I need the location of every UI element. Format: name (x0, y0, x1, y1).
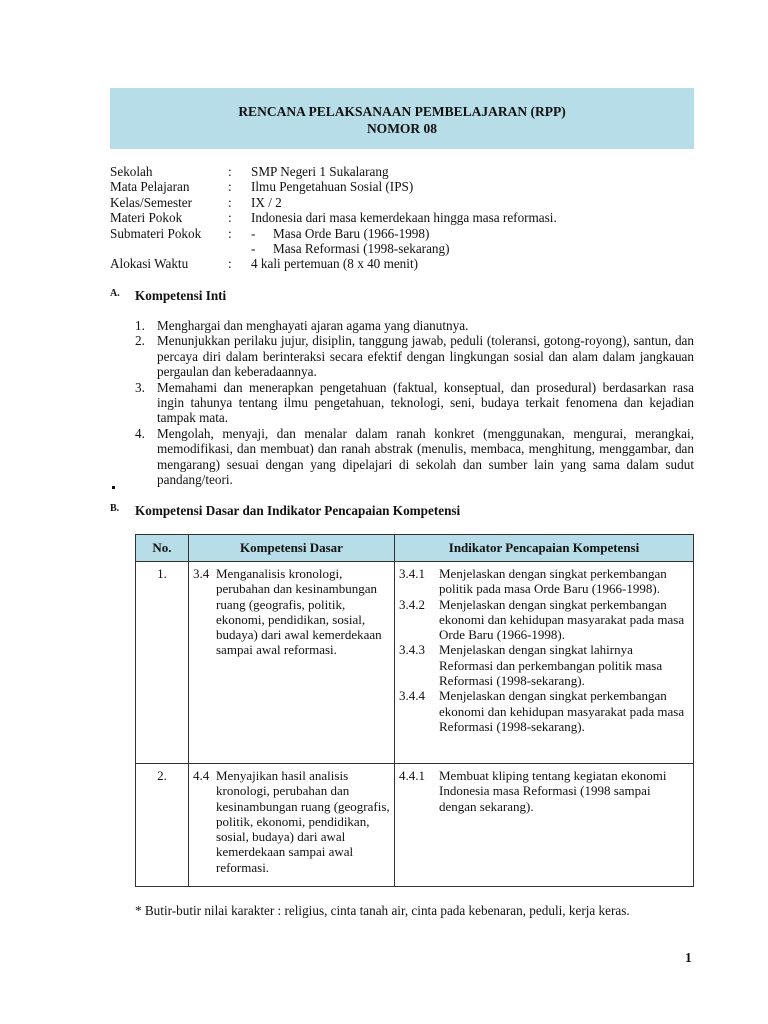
info-label: Sekolah (110, 164, 153, 179)
list-number: 1. (135, 318, 145, 333)
list-item (135, 333, 694, 379)
indicator-code: 3.4.2 (399, 596, 425, 612)
indicator-code: 4.4.1 (399, 768, 425, 783)
indicator-item (399, 768, 689, 814)
info-value: IX / 2 (251, 194, 282, 210)
table-header-row (136, 535, 694, 562)
info-colon: : (228, 256, 232, 272)
dash-bullet: - (251, 241, 256, 257)
kd-entry (193, 566, 390, 658)
indicator-text: Menjelaskan dengan singkat lahirnya Reformasi dan perkembangan politik masa Reformasi (1998-sekarang). (439, 642, 663, 689)
indicator-item (399, 642, 689, 688)
info-row-materi (110, 210, 557, 225)
indicator-code: 3.4.4 (399, 688, 425, 704)
header-indikator: Indikator Pencapaian Kompetensi (395, 535, 694, 562)
character-values-footnote: * Butir-butir nilai karakter : religius, cinta tanah air, cinta pada kebenaran, peduli, kerja keras. (135, 903, 630, 918)
kd-text: Menganalisis kronologi, perubahan dan kesinambungan ruang (geografis, politik, ekonomi, pendidikan, sosial, budaya) dari awal kemerdekaan sampai awal reformasi. (216, 566, 382, 658)
stray-bullet-mark (112, 486, 115, 489)
submateri-list (251, 226, 450, 257)
list-number: 2. (135, 333, 145, 349)
table-row (136, 764, 694, 887)
list-text: Menghargai dan menghayati ajaran agama yang dianutnya. (157, 318, 469, 333)
info-label: Submateri Pokok (110, 225, 202, 241)
ipk-cell (395, 562, 694, 764)
submateri-item (251, 226, 450, 241)
list-number: 3. (135, 379, 145, 395)
info-value: SMP Negeri 1 Sukalarang (251, 164, 389, 179)
indicator-text: Menjelaskan dengan singkat perkembangan ekonomi dan kehidupan masyarakat pada masa Reformasi (1998-sekarang). (439, 688, 685, 734)
section-letter: A. (110, 288, 120, 299)
document-title-box (110, 88, 694, 149)
kd-code: 3.4 (193, 566, 210, 581)
submateri-text: Masa Orde Baru (1966-1998) (273, 225, 430, 241)
table-row (136, 562, 694, 764)
info-label: Alokasi Waktu (110, 256, 189, 272)
info-row-kelas (110, 195, 557, 210)
indicator-code: 3.4.1 (399, 566, 425, 581)
indicator-text: Menjelaskan dengan singkat perkembangan ekonomi dan kehidupan masyarakat pada masa Orde Baru (1966-1998). (439, 596, 685, 643)
list-item (135, 426, 694, 488)
list-item (135, 318, 694, 333)
indicator-text: Menjelaskan dengan singkat perkembangan politik pada masa Orde Baru (1966-1998). (439, 566, 667, 597)
competency-table (135, 534, 694, 887)
section-a-heading (110, 288, 226, 304)
info-value: 4 kali pertemuan (8 x 40 menit) (251, 256, 418, 272)
section-title: Kompetensi Inti (135, 288, 227, 303)
document-number: NOMOR 08 (366, 121, 438, 136)
info-label: Kelas/Semester (110, 194, 193, 210)
list-text: Mengolah, menyaji, dan menalar dalam ranah konkret (menggunakan, mengurai, merangkai, memodifikasi, dan membuat) dan ranah abstrak (menulis, membaca, menghitung, menggambar, dan mengarang) sesuai dengan yang dipelajari di sekolah dan sumber lain yang sama dalam sudut pandang/teori. (157, 425, 694, 488)
info-colon: : (228, 225, 232, 241)
info-label: Materi Pokok (110, 210, 183, 226)
info-value: Ilmu Pengetahuan Sosial (IPS) (251, 179, 414, 195)
list-number: 4. (135, 425, 145, 441)
section-title: Kompetensi Dasar dan Indikator Pencapaian Kompetensi (135, 503, 461, 518)
info-colon: : (228, 179, 232, 195)
info-row-mapel (110, 179, 557, 194)
info-colon: : (228, 194, 232, 210)
info-label: Mata Pelajaran (110, 179, 190, 195)
indicator-text: Membuat kliping tentang kegiatan ekonomi Indonesia masa Reformasi (1998 sampai dengan sekarang). (439, 768, 667, 814)
header-no: No. (136, 535, 189, 562)
submateri-item (251, 241, 450, 256)
kd-code: 4.4 (193, 768, 210, 783)
kompetensi-inti-list (135, 318, 694, 487)
ipk-cell (395, 764, 694, 887)
row-number: 1. (136, 562, 189, 764)
list-item (135, 380, 694, 426)
indicator-code: 3.4.3 (399, 642, 425, 658)
info-value: Indonesia dari masa kemerdekaan hingga masa reformasi. (251, 210, 557, 226)
kd-entry (193, 768, 390, 875)
info-colon: : (228, 164, 232, 179)
kd-cell (189, 562, 395, 764)
info-row-alokasi (110, 256, 557, 271)
submateri-text: Masa Reformasi (1998-sekarang) (273, 241, 450, 257)
info-row-submateri (110, 226, 557, 257)
kd-text: Menyajikan hasil analisis kronologi, perubahan dan kesinambungan ruang (geografis, politik, ekonomi, pendidikan, sosial, budaya) dari awal kemerdekaan sampai awal reformasi. (216, 768, 390, 875)
list-text: Memahami dan menerapkan pengetahuan (faktual, konseptual, dan prosedural) berdasarkan rasa ingin tahunya tentang ilmu pengetahuan, teknologi, seni, budaya terkait fenomena dan kejadian tampak mata. (157, 379, 694, 426)
section-b-heading (110, 503, 460, 519)
row-number: 2. (136, 764, 189, 887)
dash-bullet: - (251, 225, 256, 241)
document-title: RENCANA PELAKSANAAN PEMBELAJARAN (RPP) (238, 104, 566, 119)
indicator-item (399, 688, 689, 734)
identity-block (110, 164, 557, 272)
page-number: 1 (685, 950, 692, 965)
list-text: Menunjukkan perilaku jujur, disiplin, tanggung jawab, peduli (toleransi, gotong-royong), santun, dan percaya diri dalam berinteraksi secara efektif dengan lingkungan sosial dan alam dalam jangkauan pergaulan dan keberadaannya. (157, 333, 694, 380)
kd-cell (189, 764, 395, 887)
indicator-item (399, 597, 689, 643)
indicator-item (399, 566, 689, 597)
section-letter: B. (110, 503, 120, 514)
info-row-sekolah (110, 164, 557, 179)
header-kompetensi-dasar: Kompetensi Dasar (189, 535, 395, 562)
info-colon: : (228, 210, 232, 226)
